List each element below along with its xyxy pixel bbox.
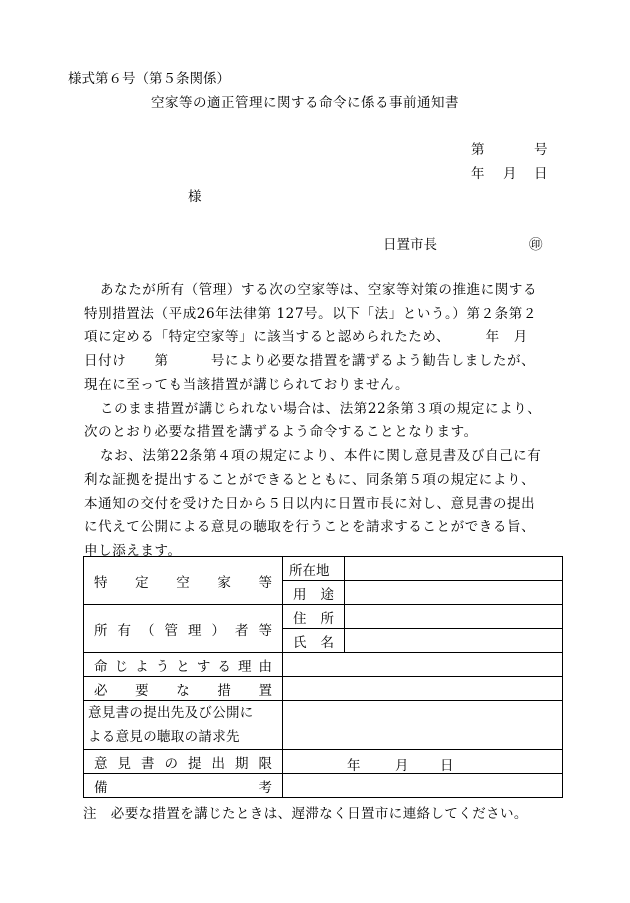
doc-number-go: 号 bbox=[534, 142, 548, 158]
doc-number-dai: 第 bbox=[471, 142, 485, 158]
label-kigen: 意 見 書 の 提 出 期 限 bbox=[84, 750, 283, 774]
ikensho-line-2: よる意見の聴取の請求先 bbox=[88, 729, 240, 745]
body-line-10: 本通知の交付を受けた日から５日以内に日置市長に対し、意見書の提出 bbox=[84, 496, 536, 512]
body-line-12: 申し添えます。 bbox=[84, 543, 182, 559]
body-line-5: 現在に至っても当該措置が講じられておりません。 bbox=[84, 377, 410, 393]
label-yoto: 用 途 bbox=[283, 581, 345, 605]
body-line-11: に代えて公開による意見の聴取を行うことを請求することができる旨、 bbox=[84, 519, 536, 535]
body-line-6: このまま措置が講じられない場合は、法第22条第３項の規定により、 bbox=[100, 401, 542, 417]
label-shozaichi: 所在地 bbox=[283, 557, 345, 581]
kigen-day: 日 bbox=[440, 758, 454, 774]
value-riyu[interactable] bbox=[283, 653, 563, 677]
label-jusho: 住 所 bbox=[283, 605, 345, 629]
kigen-year: 年 bbox=[347, 758, 361, 774]
label-shimei: 氏 名 bbox=[283, 629, 345, 653]
label-shoyusha: 所 有 （ 管 理 ） 者 等 bbox=[84, 605, 283, 653]
value-shozaichi[interactable] bbox=[345, 557, 563, 581]
notice-table bbox=[83, 556, 563, 798]
body-line-3: 項に定める「特定空家等」に該当すると認められたため、 年 月 bbox=[84, 329, 528, 345]
document-title: 空家等の適正管理に関する命令に係る事前通知書 bbox=[151, 95, 459, 111]
kigen-month: 月 bbox=[395, 758, 409, 774]
footnote: 注 必要な措置を講じたときは、遅滞なく日置市に連絡してください。 bbox=[83, 806, 528, 822]
body-line-2: 特別措置法（平成26年法律第 127号。以下「法」という。）第２条第２ bbox=[84, 306, 537, 322]
label-ikensho-teishutsusaki bbox=[84, 701, 283, 750]
label-sochi: 必 要 な 措 置 bbox=[84, 677, 283, 701]
value-jusho[interactable] bbox=[345, 605, 563, 629]
body-line-7: 次のとおり必要な措置を講ずるよう命令することとなります。 bbox=[84, 424, 478, 440]
label-riyu: 命 じ よ う と す る 理 由 bbox=[84, 653, 283, 677]
value-shimei[interactable] bbox=[345, 629, 563, 653]
body-line-9: 利な証拠を提出することができるとともに、同条第５項の規定により、 bbox=[84, 472, 536, 488]
value-sochi[interactable] bbox=[283, 677, 563, 701]
date-month: 月 bbox=[503, 166, 517, 182]
sender-name: 日置市長 bbox=[383, 237, 437, 253]
label-biko: 備 考 bbox=[84, 774, 283, 798]
recipient-suffix: 様 bbox=[188, 189, 202, 205]
body-line-8: なお、法第22条第４項の規定により、本件に関し意見書及び自己に有 bbox=[100, 448, 542, 464]
value-biko[interactable] bbox=[283, 774, 563, 798]
body-line-4: 日付け 第 号により必要な措置を講ずるよう勧告しましたが、 bbox=[84, 353, 536, 369]
label-tokutei-akiya: 特 定 空 家 等 bbox=[84, 557, 283, 605]
body-line-1: あなたが所有（管理）する次の空家等は、空家等対策の推進に関する bbox=[100, 282, 538, 298]
seal-mark: ㊞ bbox=[529, 237, 543, 253]
value-yoto[interactable] bbox=[345, 581, 563, 605]
form-id: 様式第６号（第５条関係） bbox=[68, 71, 230, 87]
date-year: 年 bbox=[471, 166, 485, 182]
value-kigen[interactable] bbox=[283, 750, 563, 774]
value-ikensho-teishutsusaki[interactable] bbox=[283, 701, 563, 750]
ikensho-line-1: 意見書の提出先及び公開に bbox=[88, 705, 254, 721]
date-day: 日 bbox=[534, 166, 548, 182]
